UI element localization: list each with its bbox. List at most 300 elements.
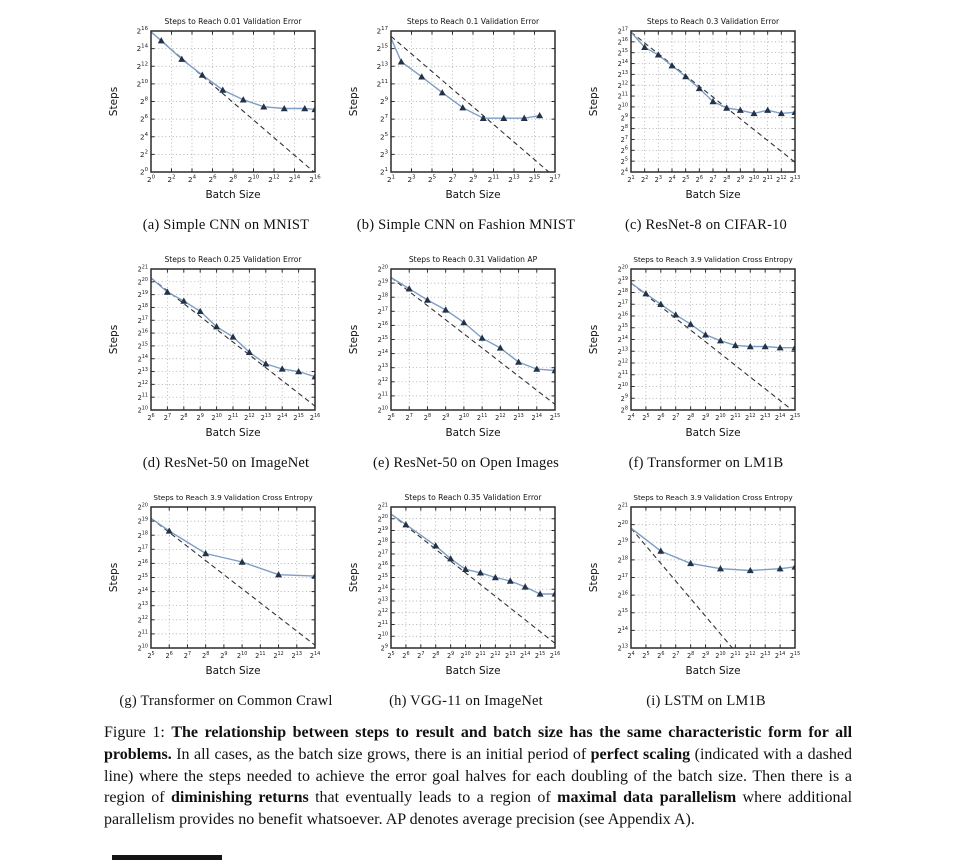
x-tick-label: $2^2$	[167, 174, 176, 184]
x-tick-label: $2^{10}$	[458, 412, 470, 422]
x-tick-label: $2^{12}$	[495, 412, 506, 422]
x-tick-label: $2^{10}$	[460, 650, 471, 660]
plot-title: Steps to Reach 0.3 Validation Error	[646, 17, 780, 26]
plot-title: Steps to Reach 0.31 Validation AP	[408, 255, 538, 264]
plot-title: Steps to Reach 0.35 Validation Error	[404, 493, 542, 502]
y-tick-label: $2^8$	[139, 96, 148, 107]
x-tick-label: $2^{12}$	[273, 650, 284, 660]
grid	[151, 31, 315, 172]
y-tick-label: $2^8$	[620, 124, 628, 134]
x-tick-label: $2^7$	[672, 412, 680, 422]
caption-segment: Figure 1:	[104, 724, 172, 741]
y-tick-label: $2^{16}$	[617, 590, 628, 600]
x-tick-label: $2^0$	[146, 174, 156, 184]
y-tick-label: $2^{14}$	[377, 584, 388, 594]
x-tick-label: $2^9$	[701, 412, 710, 422]
data-markers	[164, 288, 319, 379]
x-tick-label: $2^7$	[405, 412, 413, 422]
y-tick-label: $2^{12}$	[136, 61, 148, 71]
x-tick-label: $2^{13}$	[505, 650, 516, 660]
y-tick-label: $2^0$	[139, 167, 148, 177]
y-tick-label: $2^{14}$	[617, 334, 628, 345]
grid	[151, 507, 315, 648]
x-tick-label: $2^6$	[657, 412, 665, 422]
y-tick-label: $2^{15}$	[137, 572, 148, 583]
x-tick-label: $2^{15}$	[534, 650, 546, 660]
y-tick-label: $2^{19}$	[377, 278, 388, 288]
grid	[391, 507, 555, 648]
subplot-d	[106, 248, 346, 486]
y-tick-label: $2^{12}$	[137, 615, 148, 625]
x-tick-label: $2^{16}$	[549, 650, 561, 660]
x-tick-label: $2^{14}$	[531, 412, 542, 422]
chart-simple-cnn-mnist	[106, 10, 346, 208]
axis-ticks	[631, 269, 795, 410]
x-tick-label: $2^3$	[407, 174, 416, 184]
x-tick-label: $2^{12}$	[490, 650, 501, 660]
tick-labels	[138, 502, 321, 660]
x-axis-label: Batch Size	[685, 427, 741, 439]
axis-ticks	[391, 269, 555, 410]
plot-title: Steps to Reach 0.1 Validation Error	[406, 17, 540, 26]
x-tick-label: $2^{14}$	[309, 650, 321, 660]
x-tick-label: $2^6$	[657, 650, 665, 660]
y-tick-label: $2^{13}$	[617, 69, 628, 79]
y-tick-label: $2^{13}$	[376, 61, 388, 71]
x-tick-label: $2^6$	[165, 650, 173, 660]
x-tick-label: $2^{14}$	[288, 174, 301, 184]
y-tick-label: $2^{10}$	[617, 381, 628, 392]
axes-frame	[391, 31, 555, 172]
x-tick-label: $2^{17}$	[549, 174, 561, 184]
y-tick-label: $2^{16}$	[377, 320, 388, 330]
grid	[631, 269, 795, 410]
x-tick-label: $2^7$	[163, 412, 172, 422]
tick-labels	[618, 502, 801, 660]
y-tick-label: $2^{20}$	[377, 264, 388, 274]
data-point-marker	[424, 296, 431, 302]
x-tick-label: $2^{15}$	[789, 412, 801, 422]
y-tick-label: $2^{19}$	[617, 537, 628, 547]
x-tick-label: $2^{12}$	[268, 174, 280, 184]
tick-labels	[618, 26, 801, 184]
y-tick-label: $2^{18}$	[617, 555, 628, 565]
y-tick-label: $2^4$	[139, 131, 148, 142]
y-tick-label: $2^{17}$	[137, 544, 148, 554]
grid	[631, 507, 795, 648]
x-tick-label: $2^{12}$	[745, 412, 756, 422]
x-tick-label: $2^{11}$	[487, 174, 500, 184]
y-tick-label: $2^{11}$	[617, 91, 628, 101]
axes-frame	[391, 507, 555, 648]
y-tick-label: $2^{17}$	[617, 572, 628, 583]
caption-segment: (indicated with a dashed line) where the steps needed to achieve the error goal halves for each doubling of the batch size. Then there is a region of	[104, 745, 852, 807]
subplot-caption-f: (f) Transformer on LM1B	[628, 455, 784, 471]
y-tick-label: $2^{13}$	[137, 366, 148, 377]
perfect-scaling-line	[391, 36, 555, 177]
plot-title: Steps to Reach 3.9 Validation Cross Entropy	[633, 255, 793, 264]
figure-caption	[104, 722, 852, 831]
x-tick-label: $2^9$	[220, 650, 228, 660]
y-tick-label: $2^{11}$	[617, 370, 628, 380]
y-tick-label: $2^{18}$	[377, 292, 388, 302]
y-tick-label: $2^3$	[379, 149, 388, 159]
y-tick-label: $2^{12}$	[137, 379, 148, 389]
x-tick-label: $2^9$	[468, 174, 478, 184]
y-tick-label: $2^{10}$	[136, 78, 148, 89]
plot-title: Steps to Reach 0.01 Validation Error	[164, 17, 302, 26]
caption-segment: In all cases, as the batch size grows, there is an initial period of	[171, 745, 591, 763]
y-axis-label: Steps	[108, 86, 120, 117]
x-tick-label: $2^9$	[701, 650, 710, 660]
x-tick-label: $2^{11}$	[476, 412, 488, 422]
data-point-marker	[657, 301, 664, 307]
x-tick-label: $2^{13}$	[508, 174, 520, 184]
y-tick-label: $2^{17}$	[137, 315, 148, 325]
x-tick-label: $2^{14}$	[774, 412, 786, 422]
subplot-caption-g: (g) Transformer on Common Crawl	[119, 693, 333, 709]
data-line	[631, 283, 795, 348]
y-tick-label: $2^{12}$	[617, 358, 628, 368]
y-tick-label: $2^{11}$	[137, 392, 148, 402]
y-tick-label: $2^{21}$	[137, 264, 148, 274]
axis-ticks	[151, 507, 315, 648]
data-point-marker	[764, 107, 771, 113]
x-tick-label: $2^{13}$	[513, 412, 524, 422]
x-tick-label: $2^1$	[386, 174, 396, 184]
y-tick-label: $2^{12}$	[377, 608, 388, 618]
x-tick-label: $2^9$	[446, 650, 455, 660]
x-tick-label: $2^{14}$	[276, 412, 288, 422]
axes-frame	[151, 31, 315, 172]
caption-segment: where additional parallelism provides no benefit whatsoever. AP denotes average precision (see Appendix A).	[104, 789, 853, 828]
y-tick-label: $2^{20}$	[137, 277, 148, 287]
axis-ticks	[391, 31, 555, 172]
x-tick-label: $2^{12}$	[244, 412, 255, 422]
subplot-f	[586, 248, 826, 486]
y-tick-label: $2^{11}$	[137, 629, 148, 639]
x-tick-label: $2^5$	[642, 412, 650, 422]
data-point-marker	[262, 360, 269, 366]
chart-resnet50-imagenet	[106, 248, 346, 446]
y-tick-label: $2^{15}$	[377, 334, 388, 345]
x-tick-label: $2^{10}$	[715, 650, 726, 660]
x-tick-label: $2^8$	[180, 412, 188, 422]
x-tick-label: $2^{10}$	[236, 650, 248, 660]
y-tick-label: $2^{20}$	[617, 264, 628, 274]
x-tick-label: $2^{11}$	[255, 650, 266, 660]
y-tick-label: $2^{10}$	[137, 643, 148, 653]
x-tick-label: $2^7$	[709, 174, 717, 184]
subplot-i	[586, 486, 826, 724]
y-tick-label: $2^{14}$	[617, 625, 628, 635]
y-tick-label: $2^{20}$	[137, 502, 148, 512]
x-tick-label: $2^9$	[736, 174, 744, 184]
x-tick-label: $2^{10}$	[715, 412, 726, 422]
y-tick-label: $2^{13}$	[377, 596, 388, 606]
x-tick-label: $2^{13}$	[759, 412, 771, 422]
y-tick-label: $2^{16}$	[617, 311, 628, 321]
x-tick-label: $2^5$	[387, 650, 395, 660]
x-tick-label: $2^8$	[202, 650, 210, 660]
y-tick-label: $2^{21}$	[377, 502, 388, 512]
subplot-caption-c: (c) ResNet-8 on CIFAR-10	[625, 217, 787, 233]
x-tick-label: $2^5$	[682, 174, 690, 184]
subplot-h	[346, 486, 586, 724]
data-point-marker	[642, 290, 649, 296]
x-tick-label: $2^6$	[402, 650, 410, 660]
perfect-scaling-line	[631, 528, 795, 684]
y-tick-label: $2^{12}$	[617, 80, 628, 90]
y-tick-label: $2^{10}$	[617, 102, 628, 112]
subplot-caption-d: (d) ResNet-50 on ImageNet	[142, 455, 310, 471]
x-tick-label: $2^5$	[147, 650, 155, 660]
x-tick-label: $2^6$	[695, 174, 703, 184]
data-point-marker	[230, 333, 237, 339]
x-tick-label: $2^7$	[417, 650, 425, 660]
tick-labels	[138, 264, 321, 422]
perfect-scaling-line	[391, 277, 555, 404]
y-tick-label: $2^{14}$	[377, 349, 388, 359]
chart-resnet50-open-images	[346, 248, 586, 446]
axes-frame	[391, 269, 555, 410]
x-tick-label: $2^{11}$	[762, 174, 773, 184]
data-point-marker	[497, 344, 504, 350]
data-point-marker	[672, 311, 679, 317]
y-tick-label: $2^{14}$	[136, 43, 148, 54]
y-tick-label: $2^{17}$	[377, 549, 388, 559]
x-tick-label: $2^5$	[427, 174, 437, 184]
x-axis-label: Batch Size	[205, 427, 261, 439]
x-axis-label: Batch Size	[445, 189, 501, 201]
axes-frame	[631, 507, 795, 648]
data-line	[631, 528, 795, 570]
y-tick-label: $2^5$	[379, 131, 388, 142]
perfect-scaling-line	[631, 283, 795, 412]
x-tick-label: $2^6$	[147, 412, 155, 422]
x-tick-label: $2^4$	[187, 174, 197, 184]
y-tick-label: $2^{12}$	[377, 377, 388, 387]
x-tick-label: $2^{15}$	[293, 412, 304, 422]
y-tick-label: $2^{18}$	[617, 287, 628, 298]
y-tick-label: $2^{13}$	[617, 643, 628, 653]
x-tick-label: $2^8$	[432, 650, 440, 660]
y-tick-label: $2^{18}$	[137, 302, 148, 313]
x-tick-label: $2^8$	[723, 174, 731, 184]
y-tick-label: $2^{11}$	[377, 619, 388, 630]
subplot-g	[106, 486, 346, 724]
data-point-marker	[197, 308, 204, 314]
y-tick-label: $2^8$	[620, 405, 628, 415]
chart-lstm-lm1b	[586, 486, 826, 684]
y-axis-label: Steps	[588, 86, 600, 117]
x-tick-label: $2^{15}$	[528, 174, 541, 184]
x-tick-label: $2^7$	[672, 650, 680, 660]
x-tick-label: $2^{13}$	[789, 174, 801, 184]
grid	[391, 31, 555, 172]
plot-title: Steps to Reach 3.9 Validation Cross Entropy	[153, 493, 313, 502]
data-line	[391, 278, 555, 371]
x-tick-label: $2^{14}$	[774, 650, 786, 660]
subplot-c	[586, 10, 826, 248]
x-tick-label: $2^{11}$	[730, 412, 741, 422]
y-tick-label: $2^{19}$	[137, 516, 148, 526]
subplot-caption-h: (h) VGG-11 on ImageNet	[389, 693, 543, 709]
y-tick-label: $2^{13}$	[377, 363, 388, 373]
x-axis-label: Batch Size	[205, 189, 261, 201]
y-tick-label: $2^{13}$	[617, 346, 628, 356]
y-tick-label: $2^{17}$	[377, 306, 388, 316]
y-axis-label: Steps	[108, 324, 120, 355]
subplot-caption-i: (i) LSTM on LM1B	[646, 693, 766, 709]
y-tick-label: $2^{10}$	[137, 405, 148, 415]
y-tick-label: $2^{15}$	[137, 341, 148, 351]
x-tick-label: $2^{11}$	[227, 412, 239, 422]
x-axis-label: Batch Size	[685, 665, 741, 677]
y-tick-label: $2^{15}$	[377, 572, 388, 583]
y-tick-label: $2^{15}$	[617, 323, 628, 333]
chart-transformer-lm1b	[586, 248, 826, 446]
caption-bold-segment: The relationship between steps to result and batch size has the same characteristic form for all problems.	[104, 724, 853, 763]
x-tick-label: $2^{16}$	[309, 412, 321, 422]
x-tick-label: $2^{10}$	[247, 174, 260, 184]
axes-frame	[151, 507, 315, 648]
caption-segment: that eventually leads to a region of	[308, 789, 558, 807]
y-tick-label: $2^{14}$	[617, 58, 628, 69]
y-tick-label: $2^{15}$	[617, 48, 628, 58]
perfect-scaling-line	[391, 514, 555, 643]
data-point-marker	[398, 58, 405, 64]
x-tick-label: $2^{13}$	[759, 650, 771, 660]
y-axis-label: Steps	[348, 324, 360, 355]
x-axis-label: Batch Size	[445, 427, 501, 439]
data-point-marker	[406, 285, 413, 291]
x-tick-label: $2^6$	[208, 174, 217, 184]
figure-1-grid	[106, 10, 826, 724]
x-tick-label: $2^9$	[196, 412, 204, 422]
data-point-marker	[702, 331, 709, 337]
tick-labels	[377, 26, 561, 184]
y-axis-label: Steps	[588, 324, 600, 355]
x-tick-label: $2^5$	[642, 650, 650, 660]
x-axis-label: Batch Size	[445, 665, 501, 677]
x-tick-label: $2^8$	[228, 174, 238, 184]
y-axis-label: Steps	[348, 562, 360, 593]
data-point-marker	[432, 542, 439, 548]
x-tick-label: $2^4$	[627, 650, 635, 660]
x-tick-label: $2^2$	[641, 174, 649, 184]
grid	[391, 269, 555, 410]
data-point-marker	[180, 297, 187, 303]
y-tick-label: $2^{20}$	[377, 514, 388, 524]
x-tick-label: $2^{12}$	[745, 650, 756, 660]
axis-ticks	[631, 507, 795, 648]
subplot-caption-a: (a) Simple CNN on MNIST	[142, 217, 310, 233]
y-tick-label: $2^{17}$	[617, 299, 628, 309]
x-tick-label: $2^{15}$	[549, 412, 561, 422]
y-tick-label: $2^{18}$	[377, 537, 388, 547]
page-bottom-artifact	[112, 855, 222, 860]
tick-labels	[618, 264, 801, 422]
data-point-marker	[442, 306, 449, 312]
x-tick-label: $2^{11}$	[475, 650, 486, 660]
plot-title: Steps to Reach 0.25 Validation Error	[164, 255, 302, 264]
y-tick-label: $2^{15}$	[376, 43, 388, 54]
x-tick-label: $2^4$	[627, 412, 635, 422]
x-tick-label: $2^7$	[183, 650, 192, 660]
x-tick-label: $2^{13}$	[260, 412, 272, 422]
x-tick-label: $2^{16}$	[309, 174, 321, 184]
data-point-marker	[402, 521, 409, 527]
y-tick-label: $2^1$	[379, 167, 388, 177]
x-tick-label: $2^8$	[686, 412, 695, 422]
x-tick-label: $2^4$	[668, 174, 676, 184]
chart-transformer-common-crawl	[106, 486, 346, 684]
chart-simple-cnn-fashion-mnist	[346, 10, 586, 208]
x-tick-label: $2^7$	[448, 174, 457, 184]
axis-ticks	[151, 31, 315, 172]
y-tick-label: $2^9$	[620, 113, 628, 123]
data-point-marker	[536, 112, 543, 118]
y-tick-label: $2^{19}$	[137, 290, 148, 300]
y-tick-label: $2^{16}$	[377, 561, 388, 571]
chart-vgg11-imagenet	[346, 486, 586, 684]
data-line	[151, 518, 315, 576]
y-tick-label: $2^{11}$	[377, 391, 388, 401]
caption-bold-segment: diminishing returns	[171, 789, 309, 807]
data-point-marker	[202, 550, 209, 556]
x-tick-label: $2^{10}$	[211, 412, 222, 422]
subplot-b	[346, 10, 586, 248]
y-axis-label: Steps	[108, 562, 120, 593]
y-tick-label: $2^6$	[139, 114, 148, 124]
y-tick-label: $2^{20}$	[617, 520, 628, 530]
caption-bold-segment: perfect scaling	[590, 745, 691, 763]
y-tick-label: $2^{17}$	[376, 26, 388, 36]
caption-bold-segment: maximal data parallelism	[557, 789, 737, 807]
x-tick-label: $2^6$	[387, 412, 395, 422]
chart-resnet8-cifar10	[586, 10, 826, 208]
axes-frame	[631, 269, 795, 410]
x-tick-label: $2^{11}$	[730, 650, 741, 660]
y-tick-label: $2^{10}$	[377, 631, 388, 641]
axis-ticks	[391, 507, 555, 648]
y-tick-label: $2^7$	[620, 134, 628, 145]
x-tick-label: $2^8$	[686, 650, 695, 660]
y-tick-label: $2^9$	[379, 96, 388, 107]
x-tick-label: $2^9$	[442, 412, 450, 422]
tick-labels	[137, 26, 322, 184]
y-tick-label: $2^{19}$	[617, 276, 628, 286]
y-tick-label: $2^{11}$	[376, 78, 388, 89]
x-tick-label: $2^8$	[423, 412, 432, 422]
y-tick-label: $2^9$	[380, 643, 388, 653]
data-point-marker	[460, 319, 467, 325]
x-tick-label: $2^{14}$	[519, 650, 531, 660]
y-tick-label: $2^7$	[379, 114, 388, 124]
data-point-marker	[655, 51, 662, 57]
y-tick-label: $2^{21}$	[617, 502, 628, 512]
data-line	[391, 514, 555, 594]
y-tick-label: $2^{14}$	[137, 587, 148, 597]
y-tick-label: $2^{18}$	[137, 530, 148, 540]
y-tick-label: $2^{17}$	[617, 26, 628, 36]
perfect-scaling-line	[151, 518, 315, 645]
y-tick-label: $2^{10}$	[377, 405, 388, 415]
x-axis-label: Batch Size	[205, 665, 261, 677]
y-tick-label: $2^{16}$	[137, 328, 148, 338]
x-tick-label: $2^{13}$	[291, 650, 302, 660]
